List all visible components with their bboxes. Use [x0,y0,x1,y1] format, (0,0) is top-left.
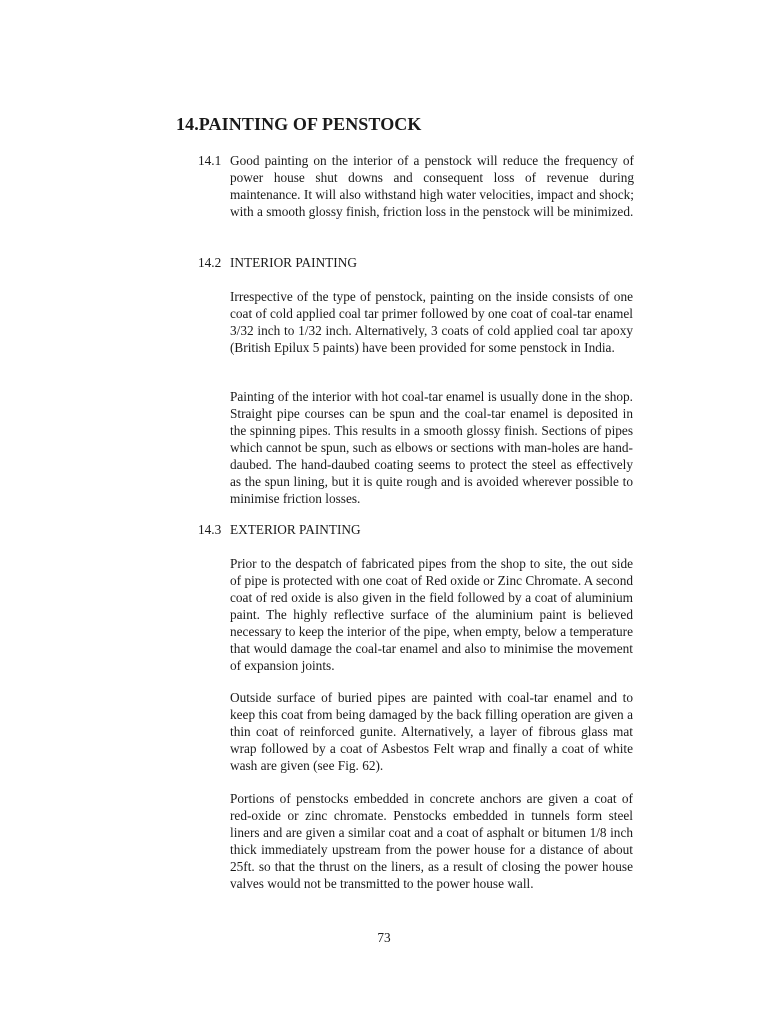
paragraph-exterior-1: Prior to the despatch of fabricated pipes from the shop to site, the out side of pipe is protected with one coat of Red oxide or Zinc Chromate. A second coat of red oxide is also given in the field followed by a coat of aluminium paint. The highly reflective surface of the aluminium paint is believed necessary to keep the interior of the pipe, when empty, below a temperature that would damage the coal-tar enamel and also to minimise the movement of expansion joints. [230,556,633,673]
paragraph-interior-1: Irrespective of the type of penstock, painting on the inside consists of one coat of cold applied coal tar primer followed by one coat of coal-tar enamel 3/32 inch to 1/32 inch. Alternatively, 3 coats of cold applied coal tar apoxy (British Epilux 5 paints) have been provided for some penstock in India. [230,289,633,355]
page-number: 73 [377,930,391,945]
section-14-3-heading [198,521,361,538]
paragraph-interior-2: Painting of the interior with hot coal-tar enamel is usually done in the shop. Straight pipe courses can be spun and the coal-tar enamel is deposited in the spinning pipes. This results in a smooth glossy finish. Sections of pipes which cannot be spun, such as elbows or sections with man-holes are hand-daubed. The hand-daubed coating seems to protect the steel as effectively as the spun lining, but it is quite rough and is avoided wherever possible to minimise friction losses. [230,389,633,506]
section-14-2-heading [198,254,357,271]
section-heading: INTERIOR PAINTING [230,255,357,270]
section-number: 14.3 [198,522,222,537]
section-14-1 [198,152,634,220]
chapter-title: 14.PAINTING OF PENSTOCK [176,114,422,134]
section-text: Good painting on the interior of a penstock will reduce the frequency of power house shut downs and consequent loss of revenue during maintenance. It will also withstand high water velocities, impact and shock; with a smooth glossy finish, friction loss in the penstock will be minimized. [230,153,634,219]
section-number: 14.1 [198,153,222,168]
paragraph-exterior-3: Portions of penstocks embedded in concrete anchors are given a coat of red-oxide or zinc chromate. Penstocks embedded in tunnels form steel liners and are given a similar coat and a coat of asphalt or bitumen 1/8 inch thick immediately upstream from the power house for a distance of about 25ft. so that the thrust on the liners, as a result of closing the power house valves would not be transmitted to the power house wall. [230,791,633,891]
paragraph-exterior-2: Outside surface of buried pipes are painted with coal-tar enamel and to keep this coat from being damaged by the back filling operation are given a thin coat of reinforced gunite. Alternatively, a layer of fibrous glass mat wrap followed by a coat of Asbestos Felt wrap and finally a coat of white wash are given (see Fig. 62). [230,690,633,773]
section-number: 14.2 [198,255,222,270]
section-heading: EXTERIOR PAINTING [230,522,361,537]
